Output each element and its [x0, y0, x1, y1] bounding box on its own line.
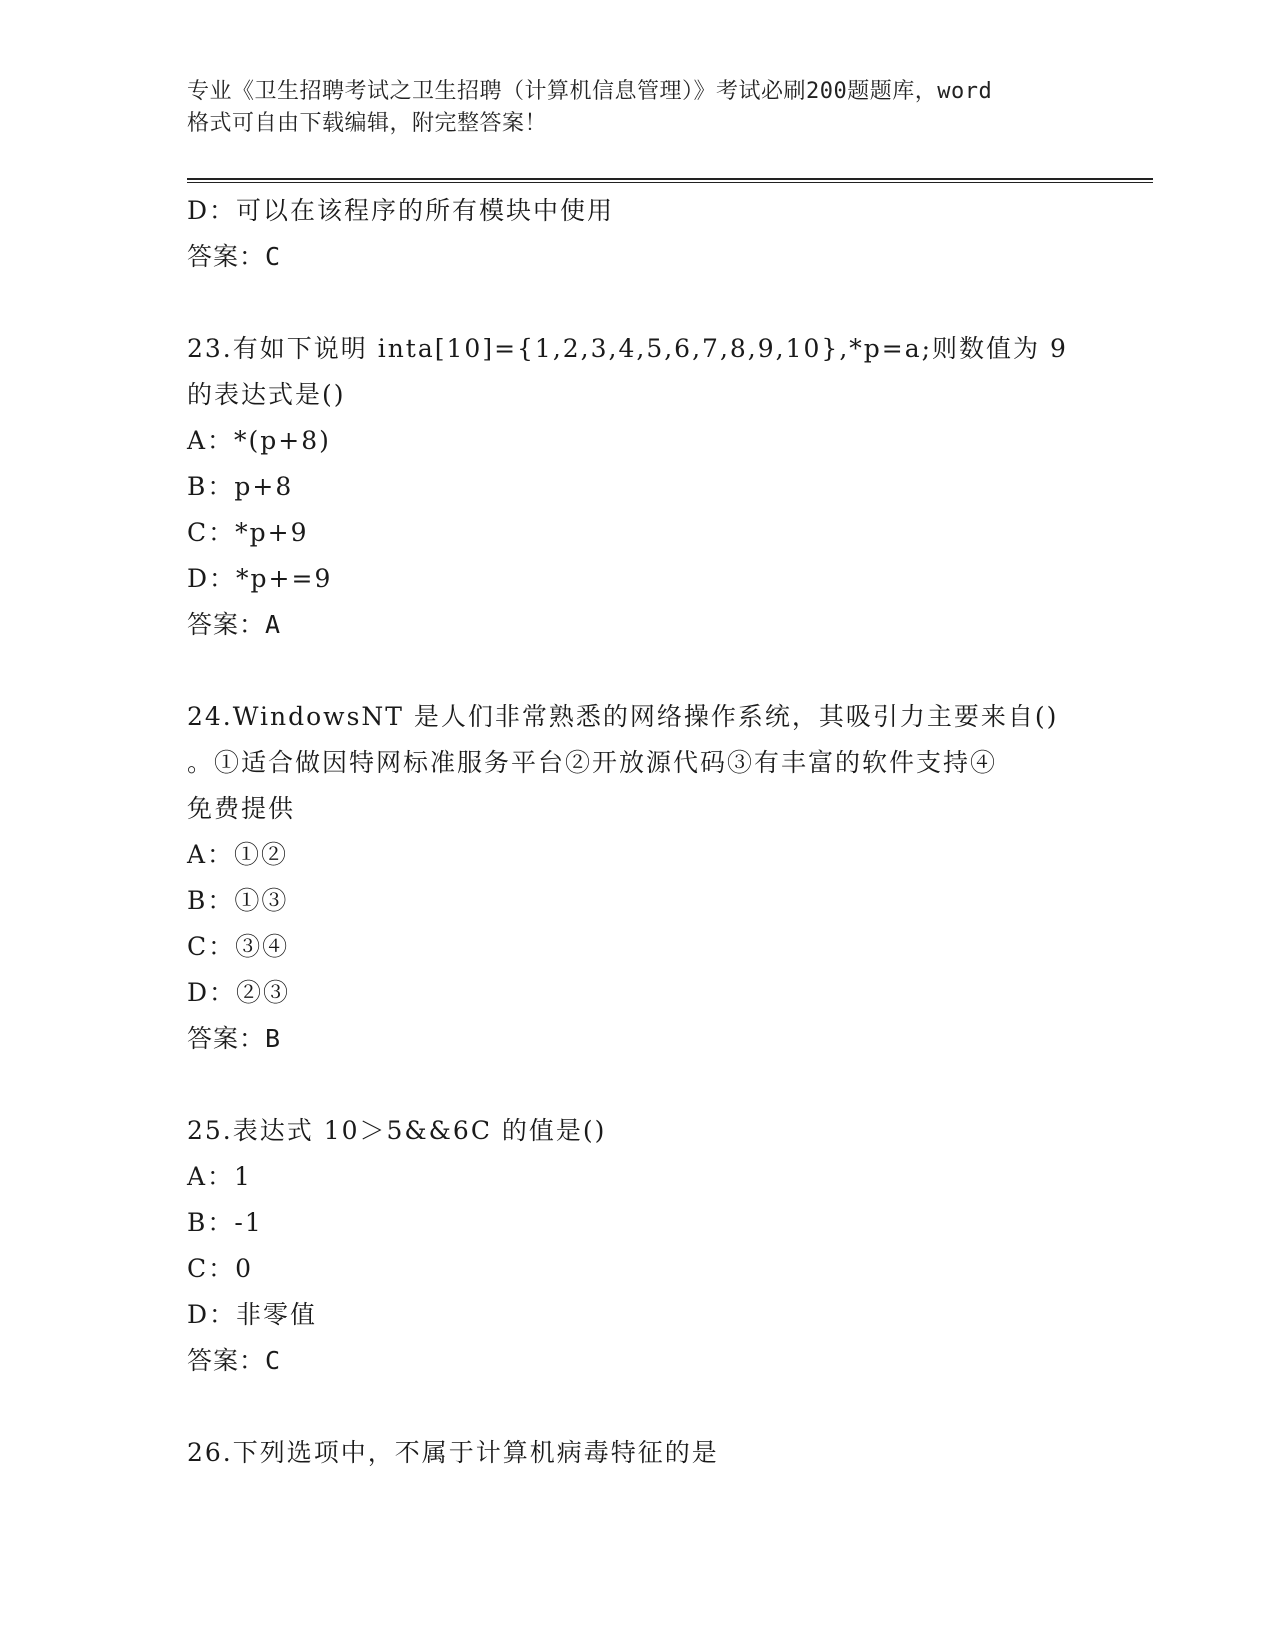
option-c: C：*p+9: [187, 518, 309, 547]
question-24: [187, 694, 1067, 1062]
option-a: A：*(p+8): [187, 426, 331, 455]
question-23: [187, 326, 1067, 648]
option-c: C：0: [187, 1254, 254, 1283]
document-header: [187, 76, 1087, 140]
header-divider-thin: [187, 182, 1153, 183]
question-stem: 26.下列选项中，不属于计算机病毒特征的是: [187, 1438, 719, 1467]
spacer: [187, 280, 1067, 326]
question-list: [187, 188, 1067, 1476]
option-c: C：③④: [187, 932, 290, 961]
question-stem-cont: 。①适合做因特网标准服务平台②开放源代码③有丰富的软件支持④: [187, 748, 998, 777]
header-divider-thick: [187, 178, 1153, 180]
header-title-line2: 格式可自由下载编辑，附完整答案！: [187, 111, 548, 136]
question-22-tail: [187, 188, 1067, 280]
option-a: A：①②: [187, 840, 289, 869]
header-title-line1: 专业《卫生招聘考试之卫生招聘（计算机信息管理）》考试必刷200题题库，word: [187, 79, 993, 104]
spacer: [187, 648, 1067, 694]
spacer: [187, 1384, 1067, 1430]
option-d: D：非零值: [187, 1300, 318, 1329]
answer-line: 答案：A: [187, 610, 282, 639]
option-d: D：可以在该程序的所有模块中使用: [187, 196, 615, 225]
option-b: B：-1: [187, 1208, 263, 1237]
answer-line: 答案：B: [187, 1024, 282, 1053]
option-d: D：*p+=9: [187, 564, 333, 593]
answer-line: 答案：C: [187, 1346, 282, 1375]
spacer: [187, 1062, 1067, 1108]
question-stem: 23.有如下说明 inta[10]={1,2,3,4,5,6,7,8,9,10},*p=a;则数值为 9: [187, 334, 1068, 363]
question-stem: 24.WindowsNT 是人们非常熟悉的网络操作系统，其吸引力主要来自(): [187, 702, 1059, 731]
option-d: D：②③: [187, 978, 291, 1007]
question-stem-cont: 的表达式是(): [187, 380, 346, 409]
question-stem-cont: 免费提供: [187, 794, 296, 823]
option-b: B：①③: [187, 886, 289, 915]
option-b: B：p+8: [187, 472, 294, 501]
question-26: [187, 1430, 1067, 1476]
option-a: A：1: [187, 1162, 252, 1191]
question-stem: 25.表达式 10＞5&&6C 的值是(): [187, 1116, 607, 1145]
question-25: [187, 1108, 1067, 1384]
answer-line: 答案：C: [187, 242, 282, 271]
